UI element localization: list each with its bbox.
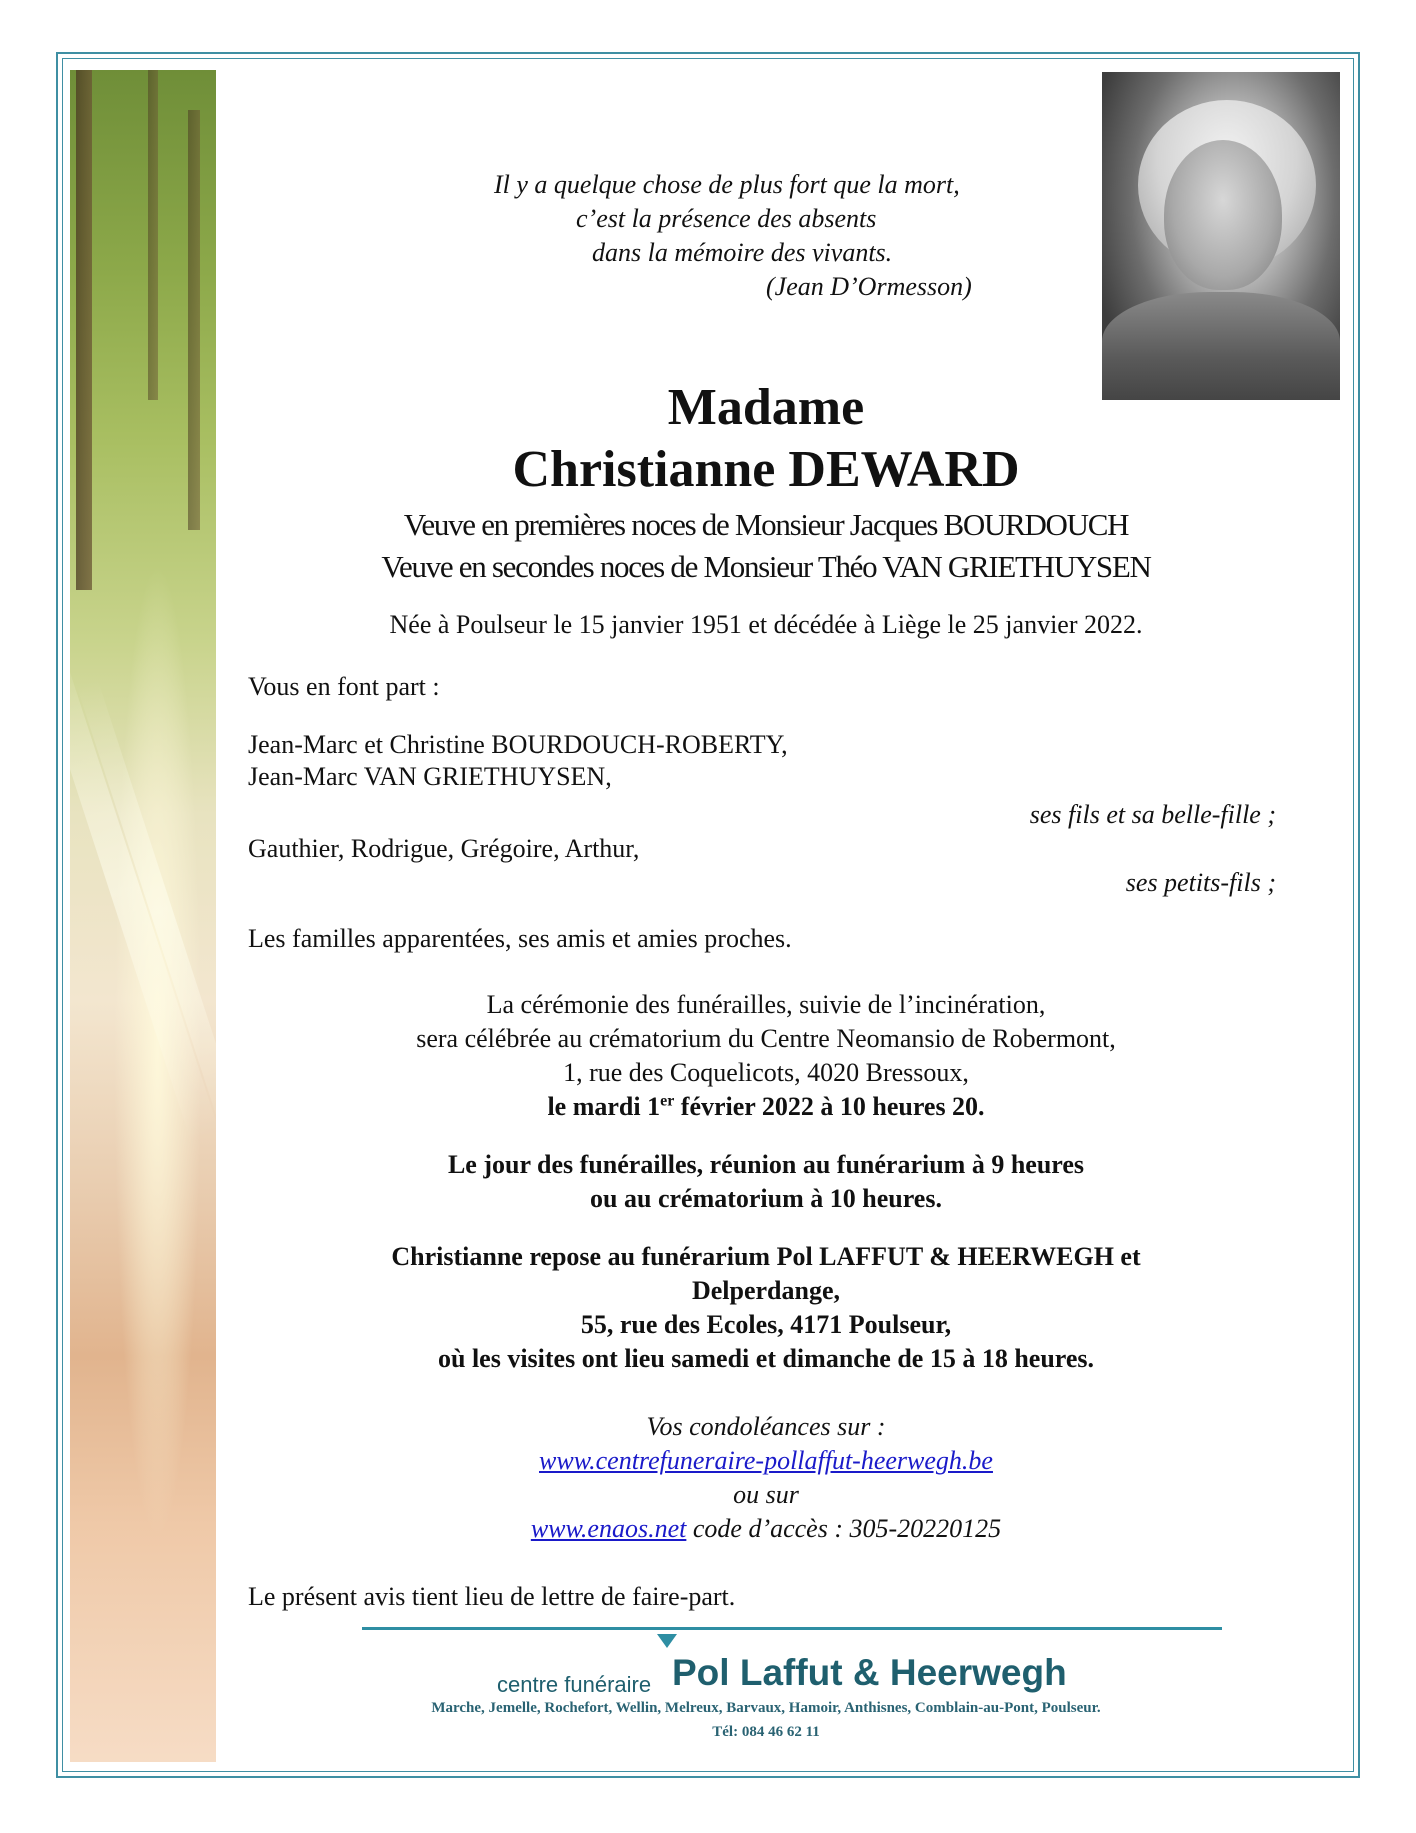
condolences-link-row — [240, 1444, 1292, 1478]
ceremony-line-3: 1, rue des Coquelicots, 4020 Bressoux, — [563, 1058, 969, 1087]
access-code: code d’accès : 305-20220125 — [686, 1514, 1002, 1543]
logo-big-text: Pol Laffut & Heerwegh — [672, 1652, 1067, 1693]
grandchildren-role: ses petits-fils ; — [1125, 868, 1276, 897]
meeting-line-2: ou au crématorium à 10 heures. — [590, 1184, 942, 1213]
logo-triangle-icon — [657, 1634, 677, 1648]
widow-line-2: Veuve en secondes noces de Monsieur Théo VAN GRIETHUYSEN — [381, 549, 1151, 584]
quote-line: c’est la présence des absents — [576, 204, 877, 233]
announcement-intro: Vous en font part : — [248, 672, 440, 701]
notice-line: Le présent avis tient lieu de lettre de faire-part. — [248, 1582, 736, 1611]
ceremony-line-1: La cérémonie des funérailles, suivie de l’incinération, — [486, 990, 1046, 1019]
rest-line-3: 55, rue des Ecoles, 4171 Poulseur, — [580, 1310, 952, 1339]
rest-line-4: où les visites ont lieu samedi et dimanche de 15 à 18 heures. — [437, 1344, 1095, 1373]
footer-towns: Marche, Jemelle, Rochefort, Wellin, Melreux, Barvaux, Hamoir, Anthisnes, Comblain-au-Pont, Poulseur. — [431, 1700, 1101, 1716]
forest-path-image — [70, 70, 216, 1762]
children-line-1: Jean-Marc et Christine BOURDOUCH-ROBERTY, — [248, 730, 788, 759]
children-role: ses fils et sa belle-fille ; — [1029, 800, 1276, 829]
epitaph-quote — [480, 168, 1040, 304]
birth-death-line: Née à Poulseur le 15 janvier 1951 et décédée à Liège le 25 janvier 2022. — [389, 610, 1143, 639]
children-line-2: Jean-Marc VAN GRIETHUYSEN, — [248, 762, 612, 791]
rest-line-1: Christianne repose au funérarium Pol LAFFUT & HEERWEGH et — [391, 1242, 1141, 1271]
logo-small-text: centre funéraire — [497, 1672, 652, 1697]
salutation: Madame — [667, 379, 865, 436]
widow-line-1: Veuve en premières noces de Monsieur Jacques BOURDOUCH — [403, 507, 1129, 542]
condolences-or: ou sur — [733, 1480, 799, 1509]
ceremony-date — [240, 1090, 1292, 1124]
condolences-link-2[interactable]: www.enaos.net — [530, 1514, 687, 1543]
quote-author: (Jean D’Ormesson) — [766, 272, 972, 301]
ceremony-date-pre: le mardi 1 — [547, 1092, 661, 1121]
grandchildren-line: Gauthier, Rodrigue, Grégoire, Arthur, — [248, 834, 640, 863]
condolences-link-1[interactable]: www.centrefuneraire-pollaffut-heerwegh.be — [539, 1446, 993, 1475]
ceremony-date-post: février 2022 à 10 heures 20. — [674, 1092, 985, 1121]
condolences-intro: Vos condoléances sur : — [646, 1412, 886, 1441]
ceremony-date-sup: er — [660, 1092, 675, 1110]
quote-line: dans la mémoire des vivants. — [592, 238, 893, 267]
meeting-line-1: Le jour des funérailles, réunion au funérarium à 9 heures — [447, 1150, 1085, 1179]
condolences-link-row-2 — [240, 1512, 1292, 1546]
deceased-name: Christianne DEWARD — [512, 441, 1020, 498]
footer-rule — [362, 1627, 1222, 1630]
footer-tel: Tél: 084 46 62 11 — [712, 1724, 820, 1740]
families-line: Les familles apparentées, ses amis et amies proches. — [248, 924, 792, 953]
quote-line: Il y a quelque chose de plus fort que la mort, — [494, 170, 960, 199]
ceremony-line-2: sera célébrée au crématorium du Centre Neomansio de Robermont, — [416, 1024, 1116, 1053]
portrait-photo — [1102, 72, 1340, 400]
rest-line-2: Delperdange, — [691, 1276, 841, 1305]
